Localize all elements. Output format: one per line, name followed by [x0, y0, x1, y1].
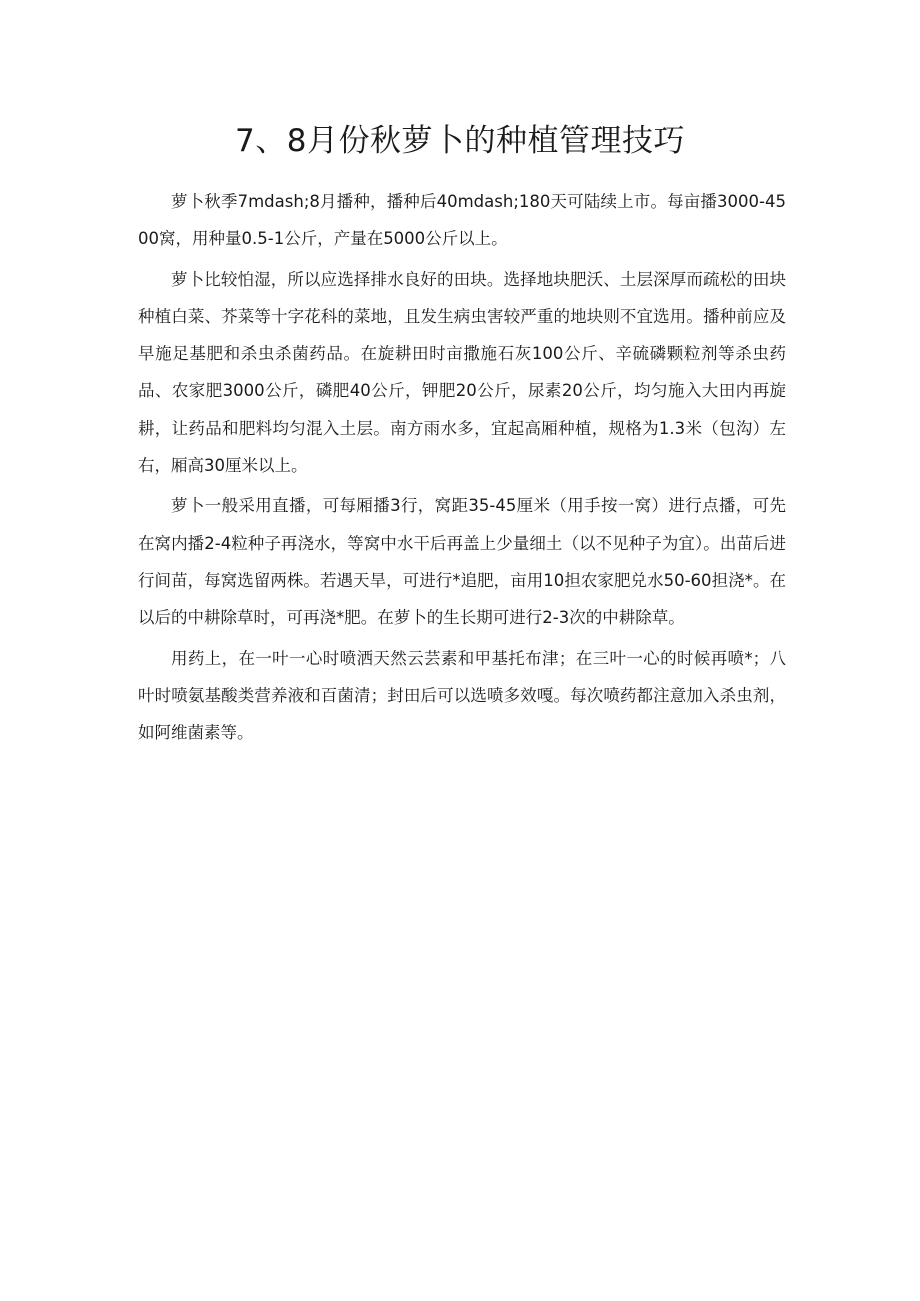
paragraph-pesticide-use: 用药上，在一叶一心时喷洒天然云芸素和甲基托布津；在三叶一心的时候再喷*；八叶时喷氨基酸类营养液和百菌清；封田后可以选喷多效嘎。每次喷药都注意加入杀虫剂，如阿维菌素等。	[138, 648, 786, 743]
document-body	[138, 183, 786, 754]
paragraph-field-preparation: 萝卜比较怕湿，所以应选择排水良好的田块。选择地块肥沃、土层深厚而疏松的田块种植白菜、芥菜等十字花科的菜地，且发生病虫害较严重的地块则不宜选用。播种前应及早施足基肥和杀虫杀菌药品。在旋耕田时亩撒施石灰100公斤、辛硫磷颗粒剂等杀虫药品、农家肥3000公斤，磷肥40公斤，钾肥20公斤，尿素20公斤，均匀施入大田内再旋耕，让药品和肥料均匀混入土层。南方雨水多，宜起高厢种植，规格为1.3米（包沟）左右，厢高30厘米以上。	[138, 269, 786, 476]
paragraph-direct-seeding: 萝卜一般采用直播，可每厢播3行，窝距35-45厘米（用手按一窝）进行点播，可先在窝内播2-4粒种子再浇水，等窝中水干后再盖上少量细土（以不见种子为宜）。出苗后进行间苗，每窝选留两株。若遇天旱，可进行*追肥，亩用10担农家肥兑水50-60担浇*。在以后的中耕除草时，可再浇*肥。在萝卜的生长期可进行2-3次的中耕除草。	[138, 496, 786, 628]
document-title: 7、8月份秋萝卜的种植管理技巧	[235, 123, 685, 159]
paragraph-sowing-schedule: 萝卜秋季7mdash;8月播种，播种后40mdash;180天可陆续上市。每亩播3000-4500窝，用种量0.5-1公斤，产量在5000公斤以上。	[138, 192, 786, 249]
